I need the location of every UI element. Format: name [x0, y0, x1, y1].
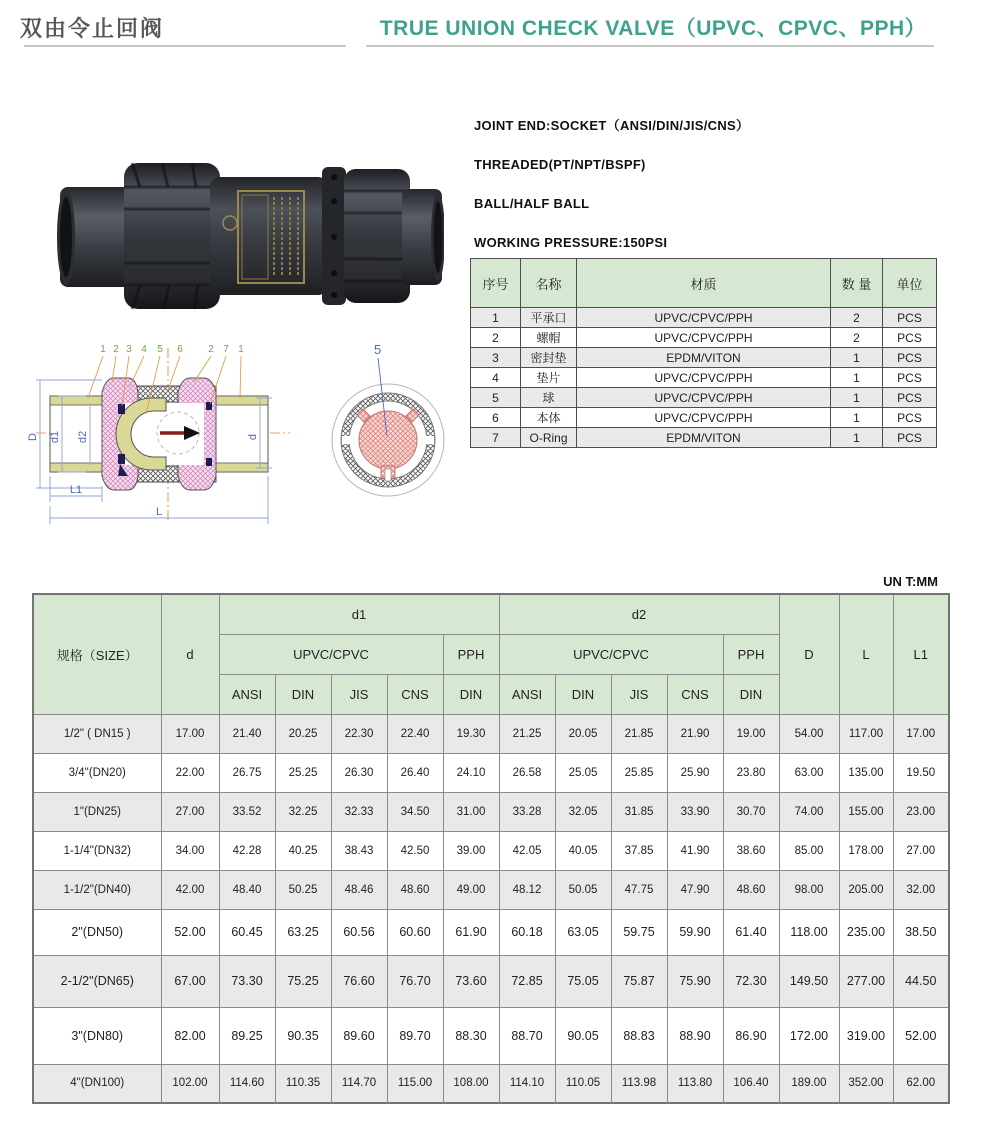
- value-cell: 33.90: [667, 792, 723, 831]
- value-cell: 25.25: [275, 753, 331, 792]
- value-cell: 26.75: [219, 753, 275, 792]
- value-cell: 26.30: [331, 753, 387, 792]
- value-cell: 172.00: [779, 1007, 839, 1064]
- dim-group-d1-upvc: UPVC/CPVC: [219, 634, 443, 674]
- value-cell: 82.00: [161, 1007, 219, 1064]
- size-cell: 3"(DN80): [33, 1007, 161, 1064]
- part-index: 2: [471, 328, 521, 348]
- dim-label-D: D: [28, 433, 39, 441]
- part-unit: PCS: [883, 348, 937, 368]
- callout-label: 2: [113, 344, 119, 355]
- value-cell: 22.00: [161, 753, 219, 792]
- dimension-table: [32, 593, 950, 1104]
- part-material: UPVC/CPVC/PPH: [577, 308, 831, 328]
- value-cell: 41.90: [667, 831, 723, 870]
- value-cell: 23.80: [723, 753, 779, 792]
- value-cell: 19.30: [443, 714, 499, 753]
- value-cell: 42.28: [219, 831, 275, 870]
- value-cell: 31.85: [611, 792, 667, 831]
- value-cell: 40.05: [555, 831, 611, 870]
- value-cell: 90.05: [555, 1007, 611, 1064]
- value-cell: 63.00: [779, 753, 839, 792]
- parts-table: [470, 258, 937, 448]
- part-qty: 2: [831, 328, 883, 348]
- technical-drawing: [28, 336, 478, 538]
- part-material: EPDM/VITON: [577, 348, 831, 368]
- part-material: UPVC/CPVC/PPH: [577, 408, 831, 428]
- dim-col-D: D: [779, 594, 839, 714]
- part-unit: PCS: [883, 368, 937, 388]
- dim-col-L: L: [839, 594, 893, 714]
- dim-std-din: DIN: [275, 674, 331, 714]
- part-qty: 2: [831, 308, 883, 328]
- value-cell: 90.35: [275, 1007, 331, 1064]
- value-cell: 67.00: [161, 955, 219, 1007]
- value-cell: 85.00: [779, 831, 839, 870]
- value-cell: 22.40: [387, 714, 443, 753]
- value-cell: 352.00: [839, 1064, 893, 1103]
- table-row: [33, 831, 949, 870]
- value-cell: 106.40: [723, 1064, 779, 1103]
- parts-table-row: [471, 348, 937, 368]
- value-cell: 22.30: [331, 714, 387, 753]
- value-cell: 76.60: [331, 955, 387, 1007]
- size-cell: 2-1/2"(DN65): [33, 955, 161, 1007]
- dim-col-d: d: [161, 594, 219, 714]
- dim-label-L: L: [155, 506, 163, 518]
- value-cell: 89.60: [331, 1007, 387, 1064]
- value-cell: 47.90: [667, 870, 723, 909]
- dim-group-d1: d1: [219, 594, 499, 634]
- value-cell: 37.85: [611, 831, 667, 870]
- value-cell: 115.00: [387, 1064, 443, 1103]
- value-cell: 21.25: [499, 714, 555, 753]
- value-cell: 52.00: [161, 909, 219, 955]
- value-cell: 25.90: [667, 753, 723, 792]
- part-index: 4: [471, 368, 521, 388]
- value-cell: 73.30: [219, 955, 275, 1007]
- part-unit: PCS: [883, 428, 937, 448]
- value-cell: 17.00: [893, 714, 949, 753]
- parts-table-header-row: [471, 259, 937, 308]
- part-name: 球: [521, 388, 577, 408]
- page-title-cn: 双由令止回阀: [20, 16, 165, 41]
- part-name: O-Ring: [521, 428, 577, 448]
- size-cell: 2"(DN50): [33, 909, 161, 955]
- dim-group-d1-pph: PPH: [443, 634, 499, 674]
- size-cell: 4"(DN100): [33, 1064, 161, 1103]
- value-cell: 31.00: [443, 792, 499, 831]
- value-cell: 32.25: [275, 792, 331, 831]
- value-cell: 21.40: [219, 714, 275, 753]
- spec-working-pressure: WORKING PRESSURE:150PSI: [474, 235, 668, 250]
- parts-col-qty: 数 量: [831, 259, 883, 308]
- part-unit: PCS: [883, 308, 937, 328]
- callout-label: 3: [126, 344, 132, 355]
- value-cell: 62.00: [893, 1064, 949, 1103]
- valve-end-view: [332, 342, 444, 496]
- parts-col-unit: 单位: [883, 259, 937, 308]
- value-cell: 205.00: [839, 870, 893, 909]
- value-cell: 74.00: [779, 792, 839, 831]
- parts-col-material: 材质: [577, 259, 831, 308]
- value-cell: 25.85: [611, 753, 667, 792]
- dim-group-d2: d2: [499, 594, 779, 634]
- value-cell: 23.00: [893, 792, 949, 831]
- value-cell: 110.05: [555, 1064, 611, 1103]
- value-cell: 113.80: [667, 1064, 723, 1103]
- value-cell: 32.33: [331, 792, 387, 831]
- callout-label: 5: [157, 344, 163, 355]
- part-material: UPVC/CPVC/PPH: [577, 328, 831, 348]
- value-cell: 26.58: [499, 753, 555, 792]
- parts-col-index: 序号: [471, 259, 521, 308]
- value-cell: 30.70: [723, 792, 779, 831]
- value-cell: 73.60: [443, 955, 499, 1007]
- dim-label-d: d: [247, 433, 259, 441]
- unit-note: UN T:MM: [883, 574, 938, 589]
- value-cell: 48.60: [723, 870, 779, 909]
- table-row: [33, 870, 949, 909]
- value-cell: 38.43: [331, 831, 387, 870]
- dim-label-L1: L1: [69, 484, 83, 496]
- value-cell: 20.05: [555, 714, 611, 753]
- part-index: 3: [471, 348, 521, 368]
- dim-label-d1: d1: [49, 430, 61, 444]
- value-cell: 32.05: [555, 792, 611, 831]
- part-index: 6: [471, 408, 521, 428]
- value-cell: 48.60: [387, 870, 443, 909]
- part-qty: 1: [831, 368, 883, 388]
- part-unit: PCS: [883, 328, 937, 348]
- value-cell: 75.05: [555, 955, 611, 1007]
- callout-label: 7: [223, 344, 229, 355]
- size-cell: 1/2" ( DN15 ): [33, 714, 161, 753]
- part-qty: 1: [831, 428, 883, 448]
- value-cell: 88.90: [667, 1007, 723, 1064]
- value-cell: 98.00: [779, 870, 839, 909]
- dim-std-jis: JIS: [331, 674, 387, 714]
- value-cell: 42.50: [387, 831, 443, 870]
- value-cell: 149.50: [779, 955, 839, 1007]
- value-cell: 113.98: [611, 1064, 667, 1103]
- value-cell: 277.00: [839, 955, 893, 1007]
- value-cell: 189.00: [779, 1064, 839, 1103]
- parts-table-body: [471, 308, 937, 448]
- value-cell: 17.00: [161, 714, 219, 753]
- value-cell: 114.10: [499, 1064, 555, 1103]
- parts-table-row: [471, 388, 937, 408]
- value-cell: 49.00: [443, 870, 499, 909]
- value-cell: 34.00: [161, 831, 219, 870]
- dim-group-d2-pph: PPH: [723, 634, 779, 674]
- table-row: [33, 1064, 949, 1103]
- value-cell: 60.56: [331, 909, 387, 955]
- dim-std-cns: CNS: [387, 674, 443, 714]
- end-view-label: 5: [374, 342, 382, 357]
- parts-table-row: [471, 408, 937, 428]
- callout-label: 4: [141, 344, 147, 355]
- part-name: 平承口: [521, 308, 577, 328]
- part-material: UPVC/CPVC/PPH: [577, 368, 831, 388]
- part-name: 垫片: [521, 368, 577, 388]
- value-cell: 42.05: [499, 831, 555, 870]
- value-cell: 63.05: [555, 909, 611, 955]
- value-cell: 21.85: [611, 714, 667, 753]
- table-row: [33, 792, 949, 831]
- table-row: [33, 1007, 949, 1064]
- part-index: 1: [471, 308, 521, 328]
- part-name: 本体: [521, 408, 577, 428]
- value-cell: 75.87: [611, 955, 667, 1007]
- value-cell: 72.85: [499, 955, 555, 1007]
- value-cell: 20.25: [275, 714, 331, 753]
- value-cell: 21.90: [667, 714, 723, 753]
- parts-table-row: [471, 428, 937, 448]
- header-divider-left: [24, 45, 346, 47]
- dim-std-din: DIN: [555, 674, 611, 714]
- value-cell: 60.18: [499, 909, 555, 955]
- value-cell: 61.40: [723, 909, 779, 955]
- part-qty: 1: [831, 408, 883, 428]
- value-cell: 75.90: [667, 955, 723, 1007]
- value-cell: 48.46: [331, 870, 387, 909]
- value-cell: 50.05: [555, 870, 611, 909]
- value-cell: 102.00: [161, 1064, 219, 1103]
- size-cell: 1-1/4"(DN32): [33, 831, 161, 870]
- value-cell: 47.75: [611, 870, 667, 909]
- value-cell: 72.30: [723, 955, 779, 1007]
- header-divider-right: [366, 45, 934, 47]
- part-material: EPDM/VITON: [577, 428, 831, 448]
- value-cell: 88.70: [499, 1007, 555, 1064]
- dim-group-d2-upvc: UPVC/CPVC: [499, 634, 723, 674]
- valve-photo-illustration: [52, 135, 444, 335]
- value-cell: 178.00: [839, 831, 893, 870]
- page-title-en: TRUE UNION CHECK VALVE（UPVC、CPVC、PPH）: [379, 17, 927, 40]
- callout-label: 2: [208, 344, 214, 355]
- value-cell: 61.90: [443, 909, 499, 955]
- value-cell: 38.50: [893, 909, 949, 955]
- valve-cross-section: [28, 344, 290, 524]
- dim-std-ansi: ANSI: [499, 674, 555, 714]
- part-unit: PCS: [883, 408, 937, 428]
- value-cell: 319.00: [839, 1007, 893, 1064]
- size-cell: 3/4"(DN20): [33, 753, 161, 792]
- product-photo: [52, 135, 444, 335]
- value-cell: 235.00: [839, 909, 893, 955]
- value-cell: 54.00: [779, 714, 839, 753]
- callout-label: 1: [100, 344, 106, 355]
- value-cell: 19.00: [723, 714, 779, 753]
- value-cell: 135.00: [839, 753, 893, 792]
- dim-std-cns: CNS: [667, 674, 723, 714]
- value-cell: 48.12: [499, 870, 555, 909]
- parts-table-row: [471, 328, 937, 348]
- value-cell: 155.00: [839, 792, 893, 831]
- value-cell: 59.75: [611, 909, 667, 955]
- value-cell: 42.00: [161, 870, 219, 909]
- dim-header-row-1: [33, 594, 949, 634]
- dim-label-d2: d2: [77, 430, 89, 444]
- value-cell: 76.70: [387, 955, 443, 1007]
- value-cell: 48.40: [219, 870, 275, 909]
- value-cell: 60.60: [387, 909, 443, 955]
- value-cell: 19.50: [893, 753, 949, 792]
- dim-std-ansi: ANSI: [219, 674, 275, 714]
- value-cell: 24.10: [443, 753, 499, 792]
- table-row: [33, 714, 949, 753]
- value-cell: 44.50: [893, 955, 949, 1007]
- value-cell: 26.40: [387, 753, 443, 792]
- value-cell: 52.00: [893, 1007, 949, 1064]
- part-index: 5: [471, 388, 521, 408]
- value-cell: 27.00: [893, 831, 949, 870]
- table-row: [33, 955, 949, 1007]
- value-cell: 118.00: [779, 909, 839, 955]
- dim-table-body: [33, 714, 949, 1103]
- parts-col-name: 名称: [521, 259, 577, 308]
- part-qty: 1: [831, 348, 883, 368]
- value-cell: 86.90: [723, 1007, 779, 1064]
- parts-table-row: [471, 308, 937, 328]
- part-qty: 1: [831, 388, 883, 408]
- part-material: UPVC/CPVC/PPH: [577, 388, 831, 408]
- value-cell: 34.50: [387, 792, 443, 831]
- value-cell: 89.70: [387, 1007, 443, 1064]
- value-cell: 88.30: [443, 1007, 499, 1064]
- table-row: [33, 909, 949, 955]
- part-unit: PCS: [883, 388, 937, 408]
- spec-joint-end: JOINT END:SOCKET（ANSI/DIN/JIS/CNS）: [474, 118, 750, 133]
- value-cell: 59.90: [667, 909, 723, 955]
- value-cell: 40.25: [275, 831, 331, 870]
- value-cell: 50.25: [275, 870, 331, 909]
- value-cell: 33.28: [499, 792, 555, 831]
- dim-col-size: 规格（SIZE）: [33, 594, 161, 714]
- value-cell: 60.45: [219, 909, 275, 955]
- callout-label: 6: [177, 344, 183, 355]
- size-cell: 1"(DN25): [33, 792, 161, 831]
- dim-std-pph-din: DIN: [723, 674, 779, 714]
- part-name: 密封垫: [521, 348, 577, 368]
- table-row: [33, 753, 949, 792]
- value-cell: 108.00: [443, 1064, 499, 1103]
- dim-std-pph-din: DIN: [443, 674, 499, 714]
- value-cell: 38.60: [723, 831, 779, 870]
- dim-col-L1: L1: [893, 594, 949, 714]
- value-cell: 114.60: [219, 1064, 275, 1103]
- value-cell: 75.25: [275, 955, 331, 1007]
- part-name: 螺帽: [521, 328, 577, 348]
- callout-label: 1: [238, 344, 244, 355]
- value-cell: 27.00: [161, 792, 219, 831]
- value-cell: 89.25: [219, 1007, 275, 1064]
- value-cell: 25.05: [555, 753, 611, 792]
- value-cell: 63.25: [275, 909, 331, 955]
- value-cell: 88.83: [611, 1007, 667, 1064]
- value-cell: 39.00: [443, 831, 499, 870]
- spec-threaded: THREADED(PT/NPT/BSPF): [474, 157, 646, 172]
- value-cell: 114.70: [331, 1064, 387, 1103]
- part-index: 7: [471, 428, 521, 448]
- dim-std-jis: JIS: [611, 674, 667, 714]
- value-cell: 33.52: [219, 792, 275, 831]
- value-cell: 110.35: [275, 1064, 331, 1103]
- size-cell: 1-1/2"(DN40): [33, 870, 161, 909]
- spec-list: [474, 116, 994, 272]
- value-cell: 32.00: [893, 870, 949, 909]
- value-cell: 117.00: [839, 714, 893, 753]
- spec-ball: BALL/HALF BALL: [474, 196, 590, 211]
- parts-table-row: [471, 368, 937, 388]
